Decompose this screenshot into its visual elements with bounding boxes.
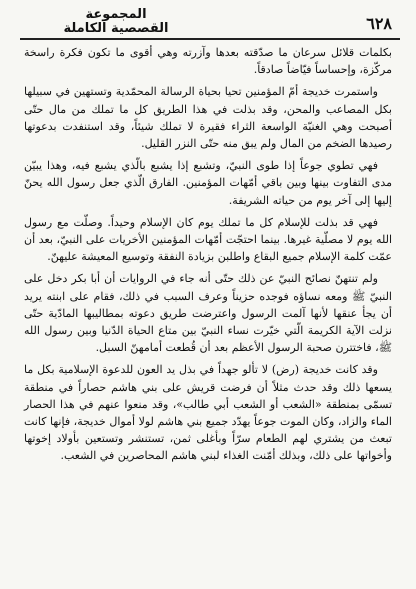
header-divider <box>20 38 400 40</box>
paragraph-3: فهي تطوي جوعاً إذا طوى النبيّ، وتشبع إذا يشبع بالّذي يشبع فيه، وهذا يبيّن مدى التفاوت بينها وبين باقي أمّهات المؤمنين. الفارق الّذي جعل رسول الله يحنّ إليها إلى آخر يوم من حياته الشريفة. <box>24 159 392 207</box>
page-header <box>20 8 400 42</box>
series-title-line-1: المجموعة <box>85 7 147 22</box>
paragraph-5: ولم تنتهنّ نصائح النبيّ عن ذلك حتّى أنه جاء في الروايات أن أبا بكر دخل على النبيّ ﷺ ومعه نساؤه فوجده حزيناً وعرف السبب في ذلك، فقام على ابنته يريد أن يجأ عنقها لأنها آلمت الرسول واعترضت طريق دعوته بمطاليبها المادّية حتّى نزلت الآية الكريمة الّتي خيّرت نساء النبيّ بين متاع الحياة الدّنيا وبين رسول الله ﷺ، فاختترن صحبة الرسول الأعظم بعد أن قُطعت أمامهنّ السبل. <box>24 272 392 355</box>
page-number: ٦٢٨ <box>366 14 392 33</box>
paragraph-6: وقد كانت خديجة (رض) لا تألو جهداً في بذل يد العون للدعوة الإسلامية بكل ما يسعها ذلك وقد حدث مثلاً أن فرضت قريش على بني هاشم حصاراً في منطقة تسمّى بمنطقة «الشعب أو الشعب أبي طالب»، وقد منعوا عنهم في هذا الحصار الماء والزاد، وكان الموت جوعاً يهدّد جميع بني هاشم لولا أموال خديجة، فإنها كانت تبعث من يشتري لهم الطعام سرّاً وبأغلى ثمن، تستنشر وتستعين بأولاد إخوتها وأخواتها على ذلك، وبذلك أمّنت الغذاء لبني هاشم المحاصرين في الشعب. <box>24 363 392 463</box>
paragraph-4: فهي قد بذلت للإسلام كل ما تملك يوم كان الإسلام وحيداً. وصلّت مع رسول الله يوم لا مصلّية غيرها. بينما احتجّت أمّهات المؤمنين الأخريات على النبيّ، بعد أن عمّت كلمة الإسلام جميع البقاع واطلبن بزيادة النفقة وتوسيع المعيشة عليهنّ. <box>24 215 392 264</box>
body-text <box>24 44 392 470</box>
paragraph-2: واستمرت خديجة أمّ المؤمنين تحيا بحياة الرسالة المحمّدية وتستهين في سبيلها بكل المصاعب والمحن، وقد بذلت في هذا الطريق كل ما تملك من مال حتّى أصبحت وهي الغنيّة الواسعة الثراء فقيرة لا تملك شيئاً، وقد استنفدت بدعوتها رصيدها الضخم من المال ولم يبق منه حتّى النزر القليل. <box>24 85 392 151</box>
series-title-line-2: القصصية الكاملة <box>63 21 169 36</box>
paragraph-1: بكلمات قلائل سرعان ما صدّقته بعدها وآزرته وهي أقوى ما تكون فكرة راسخة مركّزة، وإحساساً فيّاضاً صادقاً. <box>24 46 392 77</box>
series-title <box>56 8 176 36</box>
